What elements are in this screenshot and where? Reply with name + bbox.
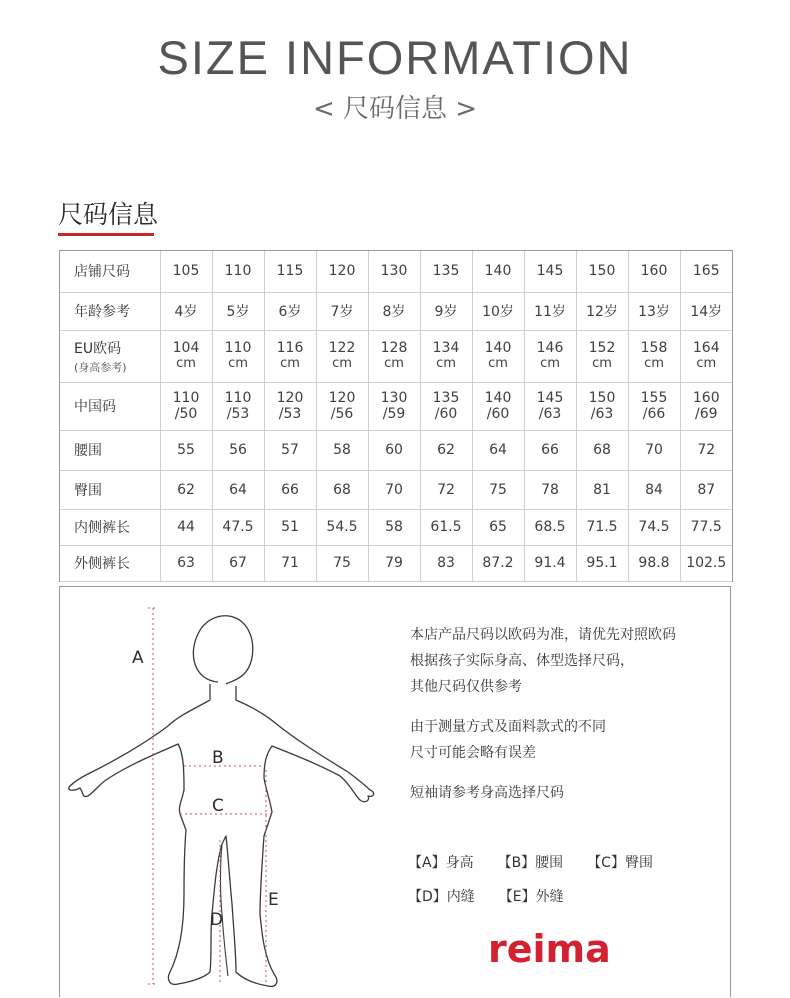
table-cell: 140 — [472, 251, 524, 292]
table-cell: 62 — [420, 430, 472, 470]
table-cell: 91.4 — [524, 545, 576, 581]
label-c: C — [212, 796, 224, 816]
page-title-en: SIZE INFORMATION — [157, 31, 633, 84]
table-cell: 6岁 — [264, 292, 316, 330]
legend-height: 【A】身高 — [408, 855, 474, 871]
row-sublabel: (身高参考) — [74, 360, 127, 374]
page-title-cn: < 尺码信息 > — [312, 94, 478, 124]
cell-value: 155 — [640, 390, 668, 406]
table-cell: 4岁 — [160, 292, 212, 330]
cell-value-secondary: /63 — [538, 406, 562, 422]
table-cell: 64 — [472, 430, 524, 470]
row-label: 外侧裤长 — [74, 556, 130, 572]
note-line: 由于测量方式及面料款式的不同 — [410, 719, 606, 735]
table-cell — [264, 330, 316, 382]
cell-unit: cm — [332, 356, 352, 371]
label-a: A — [132, 648, 144, 668]
table-cell: 87.2 — [472, 545, 524, 581]
table-cell: 57 — [264, 430, 316, 470]
row-header — [60, 382, 160, 430]
cell-unit: cm — [540, 356, 560, 371]
table-cell — [160, 382, 212, 430]
note-line: 短袖请参考身高选择尺码 — [410, 785, 564, 801]
table-row — [60, 470, 732, 509]
row-header — [60, 251, 160, 292]
cell-value-secondary: /53 — [226, 406, 250, 422]
table-cell: 71.5 — [576, 509, 628, 545]
table-cell: 130 — [368, 251, 420, 292]
table-cell: 72 — [680, 430, 732, 470]
table-cell: 81 — [576, 470, 628, 509]
cell-value: 145 — [536, 390, 564, 406]
cell-unit: cm — [488, 356, 508, 371]
table-cell: 61.5 — [420, 509, 472, 545]
table-cell: 12岁 — [576, 292, 628, 330]
legend-waist: 【B】腰围 — [497, 855, 564, 871]
cell-unit: cm — [384, 356, 404, 371]
row-header — [60, 430, 160, 470]
row-label: 臀围 — [74, 482, 102, 499]
cell-unit: cm — [228, 356, 248, 371]
table-row — [60, 430, 732, 470]
row-header — [60, 292, 160, 330]
cell-value-secondary: /60 — [434, 406, 458, 422]
table-cell: 115 — [264, 251, 316, 292]
note-line: 本店产品尺码以欧码为准，请优先对照欧码 — [410, 627, 676, 643]
table-cell — [576, 382, 628, 430]
table-cell: 9岁 — [420, 292, 472, 330]
table-cell: 98.8 — [628, 545, 680, 581]
reima-logo: reima — [488, 927, 611, 971]
cell-value-secondary: /63 — [590, 406, 614, 422]
table-cell: 56 — [212, 430, 264, 470]
table-cell: 165 — [680, 251, 732, 292]
section-title: 尺码信息 — [58, 200, 159, 229]
cell-unit: cm — [280, 356, 300, 371]
note-line: 根据孩子实际身高、体型选择尺码， — [410, 653, 634, 669]
cell-unit: cm — [696, 356, 717, 371]
table-cell: 8岁 — [368, 292, 420, 330]
table-cell: 66 — [524, 430, 576, 470]
table-cell — [472, 382, 524, 430]
cell-value: 120 — [328, 390, 356, 406]
table-cell: 64 — [212, 470, 264, 509]
label-e: E — [268, 890, 279, 910]
note-line: 尺寸可能会略有误差 — [410, 745, 536, 761]
cell-value: 120 — [276, 390, 304, 406]
row-label: 店铺尺码 — [74, 264, 130, 281]
label-d: D — [210, 910, 224, 930]
table-cell — [212, 330, 264, 382]
row-header — [60, 545, 160, 581]
table-cell: 13岁 — [628, 292, 680, 330]
cell-value: 160 — [692, 390, 720, 406]
cell-value: 135 — [432, 390, 460, 406]
table-cell — [680, 330, 732, 382]
table-cell — [680, 382, 732, 430]
table-cell: 105 — [160, 251, 212, 292]
row-header — [60, 509, 160, 545]
table-cell: 5岁 — [212, 292, 264, 330]
table-cell: 47.5 — [212, 509, 264, 545]
table-row — [60, 292, 732, 330]
cell-value: 128 — [380, 340, 408, 356]
cell-value-secondary: /60 — [486, 406, 510, 422]
table-cell: 66 — [264, 470, 316, 509]
table-cell: 70 — [628, 430, 680, 470]
table-cell — [368, 382, 420, 430]
cell-unit: cm — [436, 356, 456, 371]
table-row — [60, 382, 732, 430]
table-row — [60, 330, 732, 382]
table-cell: 51 — [264, 509, 316, 545]
table-cell: 68 — [576, 430, 628, 470]
table-cell: 95.1 — [576, 545, 628, 581]
row-label: 内侧裤长 — [74, 520, 130, 536]
table-cell: 160 — [628, 251, 680, 292]
cell-value: 150 — [588, 390, 616, 406]
table-cell: 54.5 — [316, 509, 368, 545]
table-cell: 44 — [160, 509, 212, 545]
table-cell: 87 — [680, 470, 732, 509]
table-cell — [368, 330, 420, 382]
table-cell: 72 — [420, 470, 472, 509]
table-cell: 10岁 — [472, 292, 524, 330]
size-table — [60, 251, 732, 582]
cell-unit: cm — [644, 356, 664, 371]
section-underline — [58, 233, 154, 236]
cell-unit: cm — [176, 356, 196, 371]
table-cell: 58 — [316, 430, 368, 470]
cell-value-secondary: /59 — [382, 406, 406, 422]
table-cell: 7岁 — [316, 292, 368, 330]
note-line: 其他尺码仅供参考 — [410, 679, 522, 695]
table-cell: 60 — [368, 430, 420, 470]
table-cell: 67 — [212, 545, 264, 581]
cell-value: 110 — [224, 390, 252, 406]
head-outline — [193, 616, 252, 684]
table-cell: 75 — [316, 545, 368, 581]
table-row — [60, 251, 732, 292]
legend-outseam: 【E】外缝 — [498, 889, 564, 905]
cell-value: 134 — [432, 340, 460, 356]
cell-value-secondary: /56 — [330, 406, 354, 422]
table-row — [60, 509, 732, 545]
size-table-container — [59, 250, 733, 582]
label-b: B — [212, 748, 224, 768]
table-cell — [524, 330, 576, 382]
cell-value-secondary: /50 — [174, 406, 198, 422]
table-cell: 75 — [472, 470, 524, 509]
table-cell — [264, 382, 316, 430]
cell-value: 164 — [692, 340, 720, 356]
table-cell: 120 — [316, 251, 368, 292]
legend-hip: 【C】臀围 — [587, 855, 653, 871]
table-cell — [420, 382, 472, 430]
cell-value: 110 — [224, 340, 252, 356]
row-header — [60, 470, 160, 509]
cell-value: 158 — [640, 340, 668, 356]
table-cell — [628, 382, 680, 430]
table-cell: 77.5 — [680, 509, 732, 545]
table-cell: 58 — [368, 509, 420, 545]
measurement-legend — [408, 850, 677, 918]
row-label: EU欧码 — [74, 340, 122, 357]
cell-value: 122 — [328, 340, 356, 356]
table-cell — [316, 330, 368, 382]
size-notes — [410, 622, 740, 806]
table-cell — [524, 382, 576, 430]
cell-value-secondary: /69 — [694, 406, 718, 422]
table-cell: 150 — [576, 251, 628, 292]
cell-value: 130 — [380, 390, 408, 406]
cell-value: 140 — [484, 340, 512, 356]
table-cell — [576, 330, 628, 382]
table-cell: 102.5 — [680, 545, 732, 581]
cell-value-secondary: /66 — [642, 406, 666, 422]
table-cell: 110 — [212, 251, 264, 292]
cell-value: 152 — [588, 340, 616, 356]
row-header — [60, 330, 160, 382]
table-cell: 62 — [160, 470, 212, 509]
table-cell: 84 — [628, 470, 680, 509]
legend-inseam: 【D】内缝 — [408, 889, 475, 905]
table-cell — [212, 382, 264, 430]
table-cell: 78 — [524, 470, 576, 509]
cell-value: 104 — [172, 340, 200, 356]
table-cell: 83 — [420, 545, 472, 581]
body-measurement-figure — [60, 604, 380, 994]
table-cell: 65 — [472, 509, 524, 545]
table-cell: 55 — [160, 430, 212, 470]
cell-unit: cm — [592, 356, 612, 371]
table-cell — [628, 330, 680, 382]
cell-value-secondary: /53 — [278, 406, 302, 422]
table-cell: 71 — [264, 545, 316, 581]
table-cell: 68 — [316, 470, 368, 509]
table-cell: 68.5 — [524, 509, 576, 545]
cell-value: 140 — [484, 390, 512, 406]
table-cell: 14岁 — [680, 292, 732, 330]
row-label: 中国码 — [74, 399, 116, 415]
row-label: 年龄参考 — [74, 304, 130, 320]
table-cell: 74.5 — [628, 509, 680, 545]
cell-value: 116 — [276, 340, 304, 356]
table-cell — [160, 330, 212, 382]
table-cell: 79 — [368, 545, 420, 581]
table-cell: 11岁 — [524, 292, 576, 330]
table-cell: 63 — [160, 545, 212, 581]
cell-value: 146 — [536, 340, 564, 356]
table-cell — [472, 330, 524, 382]
table-cell — [316, 382, 368, 430]
table-cell: 145 — [524, 251, 576, 292]
cell-value: 110 — [172, 390, 200, 406]
table-row — [60, 545, 732, 581]
table-cell — [420, 330, 472, 382]
row-label: 腰围 — [74, 443, 102, 459]
table-cell: 70 — [368, 470, 420, 509]
table-cell: 135 — [420, 251, 472, 292]
